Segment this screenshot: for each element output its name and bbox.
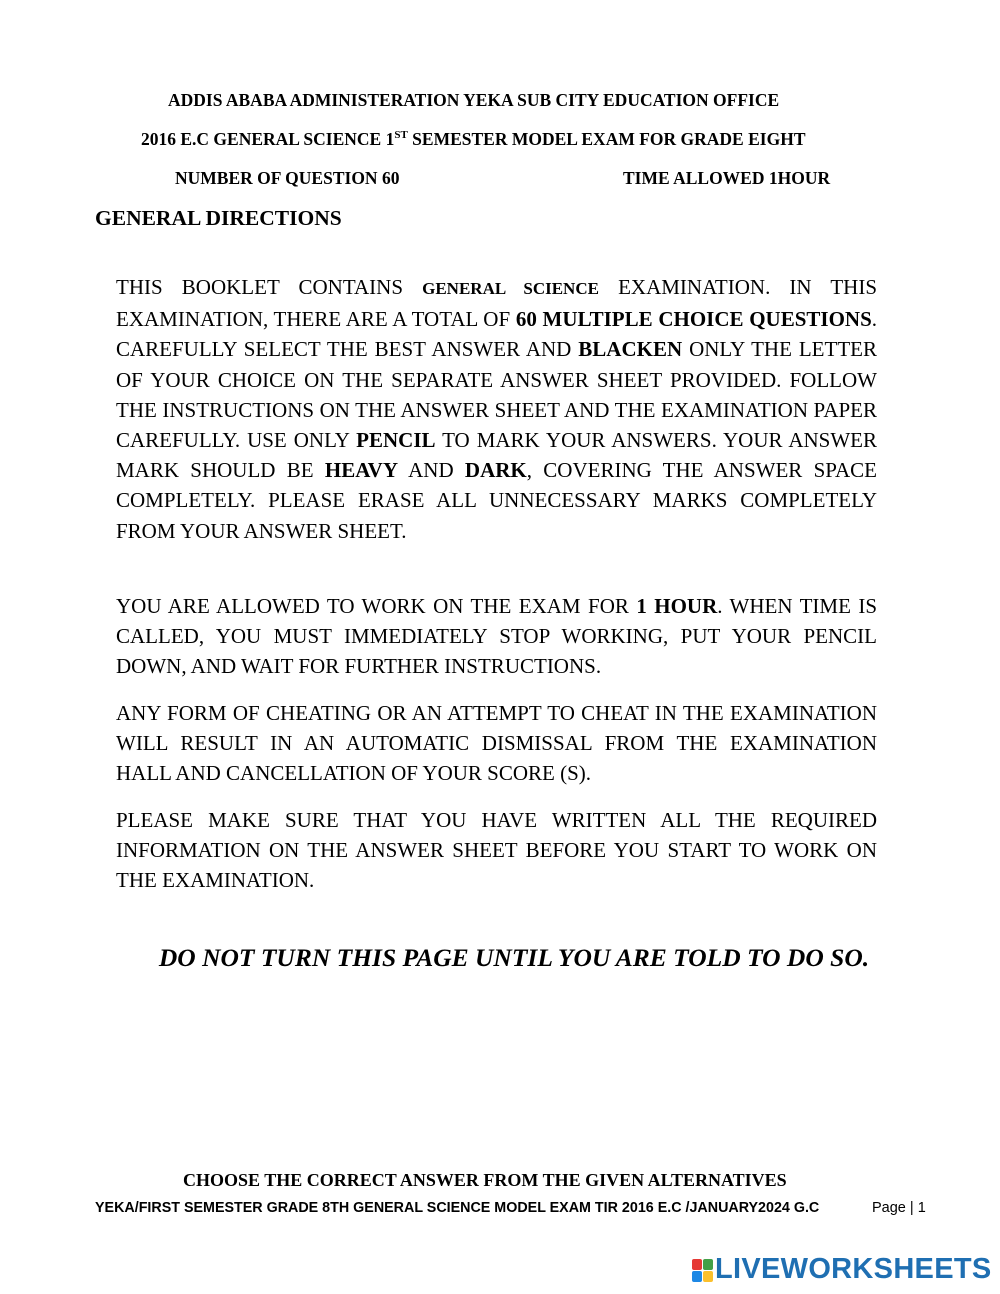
directions-paragraph-3: ANY FORM OF CHEATING OR AN ATTEMPT TO CHEAT IN THE EXAMINATION WILL RESULT IN AN AUTOMATIC DISMISSAL FROM THE EXAMINATION HALL AND CANCELLATION OF YOUR SCORE (S). bbox=[116, 701, 877, 786]
p1-bold-60-questions: 60 MULTIPLE CHOICE QUESTIONS bbox=[515, 307, 872, 332]
liveworksheets-logo[interactable] bbox=[692, 1253, 992, 1286]
page-number: Page | 1 bbox=[872, 1200, 926, 1216]
time-allowed: TIME ALLOWED 1HOUR bbox=[623, 168, 831, 188]
p1-text-4: ONLY THE LETTER OF YOUR CHOICE ON THE SEPARATE ANSWER SHEET PROVIDED. FOLLOW THE INSTRUCTIONS ON THE ANSWER SHEET AND THE EXAMINATION PAPER CAREFULLY. USE ONLY bbox=[116, 337, 878, 453]
footer-text: YEKA/FIRST SEMESTER GRADE 8TH GENERAL SCIENCE MODEL EXAM TIR 2016 E.C /JANUARY2024 G.C bbox=[95, 1200, 820, 1216]
p1-text-1: THIS BOOKLET CONTAINS bbox=[116, 275, 423, 299]
p1-bold-pencil: PENCIL bbox=[356, 428, 436, 453]
p2-text-2: . WHEN TIME IS CALLED, YOU MUST IMMEDIATELY STOP WORKING, PUT YOUR PENCIL DOWN, AND WAIT FOR FURTHER INSTRUCTIONS. bbox=[116, 594, 878, 679]
directions-title: GENERAL DIRECTIONS bbox=[95, 206, 342, 230]
header-line-1: ADDIS ABABA ADMINISTERATION YEKA SUB CITY EDUCATION OFFICE bbox=[168, 90, 780, 110]
p2-text-1: YOU ARE ALLOWED TO WORK ON THE EXAM FOR bbox=[116, 594, 637, 618]
p1-bold-heavy: HEAVY bbox=[324, 458, 398, 483]
header-line-2 bbox=[141, 129, 806, 150]
directions-paragraph-1 bbox=[116, 272, 877, 546]
do-not-turn-notice: DO NOT TURN THIS PAGE UNTIL YOU ARE TOLD TO DO SO. bbox=[158, 943, 870, 972]
p2-bold-1-hour: 1 HOUR bbox=[636, 594, 718, 618]
p1-text-2: EXAMINATION. IN THIS EXAMINATION, THERE ARE A TOTAL OF bbox=[116, 275, 877, 332]
logo-square-3 bbox=[692, 1271, 702, 1282]
p1-bold-blacken: BLACKEN bbox=[578, 337, 683, 362]
p1-text-6: AND bbox=[398, 458, 465, 483]
p1-text-5: TO MARK YOUR ANSWERS. YOUR ANSWER MARK SHOULD BE bbox=[116, 428, 877, 483]
header-line-2-post: SEMESTER MODEL EXAM FOR GRADE EIGHT bbox=[407, 129, 806, 149]
p1-bold-dark: DARK bbox=[464, 458, 527, 483]
directions-paragraph-2 bbox=[116, 591, 877, 682]
liveworksheets-logo-icon bbox=[692, 1259, 712, 1281]
directions-paragraph-4: PLEASE MAKE SURE THAT YOU HAVE WRITTEN ALL THE REQUIRED INFORMATION ON THE ANSWER SHEET BEFORE YOU START TO WORK ON THE EXAMINATION. bbox=[116, 808, 877, 893]
header-line-2-sup: ST bbox=[394, 129, 408, 142]
logo-square-1 bbox=[692, 1259, 702, 1270]
liveworksheets-logo-text: LIVEWORKSHEETS bbox=[715, 1253, 992, 1285]
number-of-questions: NUMBER OF QUESTION 60 bbox=[175, 168, 400, 188]
p1-text-3: . CAREFULLY SELECT THE BEST ANSWER AND bbox=[116, 307, 878, 362]
header-line-2-pre: 2016 E.C GENERAL SCIENCE 1 bbox=[141, 129, 395, 149]
choose-correct-answer: CHOOSE THE CORRECT ANSWER FROM THE GIVEN ALTERNATIVES bbox=[183, 1170, 787, 1190]
logo-square-4 bbox=[703, 1271, 713, 1282]
logo-square-2 bbox=[703, 1259, 713, 1270]
p1-bold-general-science: GENERAL SCIENCE bbox=[422, 279, 599, 298]
p1-text-7: , COVERING THE ANSWER SPACE COMPLETELY. PLEASE ERASE ALL UNNECESSARY MARKS COMPLETELY FROM YOUR ANSWER SHEET. bbox=[116, 458, 877, 543]
